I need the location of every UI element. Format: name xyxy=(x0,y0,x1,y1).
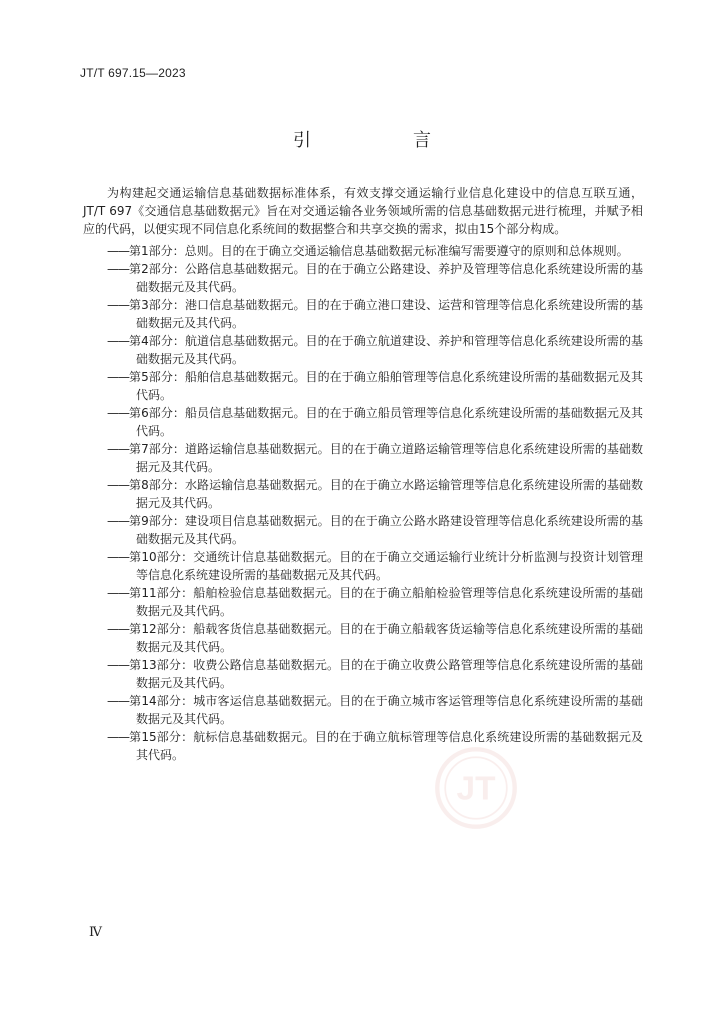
intro-paragraph: 为构建起交通运输信息基础数据标准体系，有效支撑交通运输行业信息化建设中的信息互联互通，JT/T 697《交通信息基础数据元》旨在对交通运输各业务领域所需的信息基础数据元进行梳理，并赋予相应的代码，以便实现不同信息化系统间的数据整合和共享交换的需求，拟由15个部分构成。 xyxy=(83,186,643,236)
page-number: Ⅳ xyxy=(89,925,102,940)
document-code: JT/T 697.15—2023 xyxy=(80,66,186,80)
jt-seal-icon xyxy=(432,744,520,832)
part-item xyxy=(107,728,643,764)
part-item xyxy=(107,440,643,476)
part-item xyxy=(107,404,643,440)
part-text: 第5部分：船舶信息基础数据元。目的在于确立船舶管理等信息化系统建设所需的基础数据元及其代码。 xyxy=(129,370,643,402)
part-text: 第7部分：道路运输信息基础数据元。目的在于确立道路运输管理等信息化系统建设所需的基础数据元及其代码。 xyxy=(129,442,643,474)
em-dash: —— xyxy=(107,622,129,636)
em-dash: —— xyxy=(107,514,129,528)
part-item xyxy=(107,548,643,584)
parts-list xyxy=(107,242,643,764)
em-dash: —— xyxy=(107,586,129,600)
part-item xyxy=(107,584,643,620)
part-text: 第3部分：港口信息基础数据元。目的在于确立港口建设、运营和管理等信息化系统建设所需的基础数据元及其代码。 xyxy=(129,298,643,330)
part-text: 第15部分：航标信息基础数据元。目的在于确立航标管理等信息化系统建设所需的基础数据元及其代码。 xyxy=(129,730,643,762)
part-item xyxy=(107,242,643,260)
part-text: 第1部分：总则。目的在于确立交通运输信息基础数据元标准编写需要遵守的原则和总体规则。 xyxy=(129,244,629,258)
part-text: 第4部分：航道信息基础数据元。目的在于确立航道建设、养护和管理等信息化系统建设所需的基础数据元及其代码。 xyxy=(129,334,643,366)
em-dash: —— xyxy=(107,442,129,456)
em-dash: —— xyxy=(107,262,129,276)
part-text: 第6部分：船员信息基础数据元。目的在于确立船员管理等信息化系统建设所需的基础数据元及其代码。 xyxy=(129,406,643,438)
part-item xyxy=(107,260,643,296)
part-text: 第2部分：公路信息基础数据元。目的在于确立公路建设、养护及管理等信息化系统建设所需的基础数据元及其代码。 xyxy=(129,262,643,294)
em-dash: —— xyxy=(107,244,129,258)
part-item xyxy=(107,296,643,332)
part-text: 第14部分：城市客运信息基础数据元。目的在于确立城市客运管理等信息化系统建设所需的基础数据元及其代码。 xyxy=(129,694,643,726)
page-title: 引 言 xyxy=(293,130,473,151)
part-text: 第8部分：水路运输信息基础数据元。目的在于确立水路运输管理等信息化系统建设所需的基础数据元及其代码。 xyxy=(129,478,643,510)
em-dash: —— xyxy=(107,406,129,420)
part-item xyxy=(107,332,643,368)
em-dash: —— xyxy=(107,334,129,348)
em-dash: —— xyxy=(107,694,129,708)
part-text: 第10部分：交通统计信息基础数据元。目的在于确立交通运输行业统计分析监测与投资计划管理等信息化系统建设所需的基础数据元及其代码。 xyxy=(129,550,643,582)
em-dash: —— xyxy=(107,370,129,384)
em-dash: —— xyxy=(107,478,129,492)
em-dash: —— xyxy=(107,298,129,312)
part-item xyxy=(107,368,643,404)
part-text: 第13部分：收费公路信息基础数据元。目的在于确立收费公路管理等信息化系统建设所需的基础数据元及其代码。 xyxy=(129,658,643,690)
part-text: 第12部分：船载客货信息基础数据元。目的在于确立船载客货运输等信息化系统建设所需的基础数据元及其代码。 xyxy=(129,622,643,654)
part-item xyxy=(107,692,643,728)
part-item xyxy=(107,512,643,548)
part-item xyxy=(107,620,643,656)
part-item xyxy=(107,476,643,512)
em-dash: —— xyxy=(107,550,129,564)
part-text: 第11部分：船舶检验信息基础数据元。目的在于确立船舶检验管理等信息化系统建设所需的基础数据元及其代码。 xyxy=(129,586,643,618)
part-item xyxy=(107,656,643,692)
watermark-text: JT xyxy=(456,770,496,808)
em-dash: —— xyxy=(107,730,129,744)
part-text: 第9部分：建设项目信息基础数据元。目的在于确立公路水路建设管理等信息化系统建设所需的基础数据元及其代码。 xyxy=(129,514,643,546)
em-dash: —— xyxy=(107,658,129,672)
